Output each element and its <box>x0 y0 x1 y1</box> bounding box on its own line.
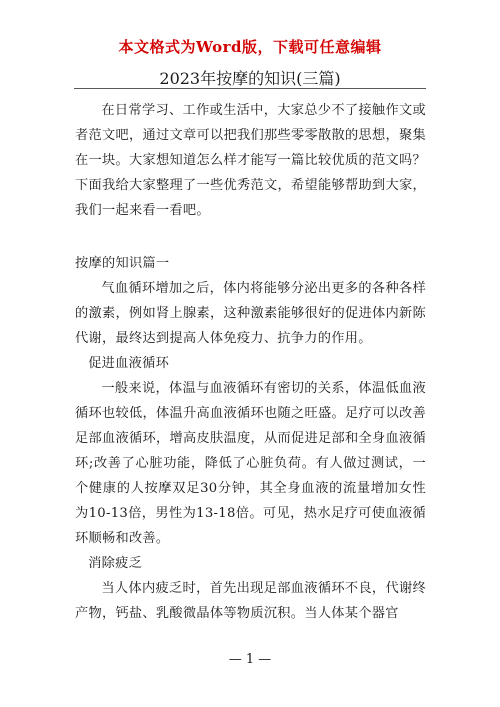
body-paragraph-1: 气血循环增加之后，体内将能够分泌出更多的各种各样的激素，例如肾上腺素，这种激素能够很好的促进体内新陈代谢，最终达到提高人体免疫力、抗争力的作用。 <box>75 281 426 346</box>
document-body <box>75 98 426 626</box>
page-number: — 1 — <box>228 652 272 667</box>
document-title: 2023年按摩的知识(三篇) <box>159 69 341 88</box>
intro-paragraph: 在日常学习、工作或生活中，大家总少不了接触作文或者范文吧，通过文章可以把我们那些零零散散的思想，聚集在一块。大家想知道怎么样才能写一篇比较优质的范文吗？下面我给大家整理了一些优秀范文，希望能够帮助到大家，我们一起来看一看吧。 <box>75 103 426 218</box>
body-paragraph-2: 一般来说，体温与血液循环有密切的关系，体温低血液循环也较低，体温升高血液循环也随之旺盛。足疗可以改善足部血液循环，增高皮肤温度，从而促进足部和全身血液循环;改善了心脏功能，降低了心脏负荷。有人做过测试，一个健康的人按摩双足30分钟，其全身血液的流量增加女性为10-13倍，男性为13-18倍。可见，热水足疗可使血液循环顺畅和改善。 <box>75 381 426 546</box>
section-heading: 按摩的知识篇一 <box>75 256 170 271</box>
word-format-banner: 本文格式为Word版，下载可任意编辑 <box>118 38 382 56</box>
subheading-fatigue: 消除疲乏 <box>88 556 143 571</box>
paragraph-gap <box>75 223 426 251</box>
title-divider <box>74 88 426 89</box>
subheading-blood-circulation: 促进血液循环 <box>88 356 170 371</box>
body-paragraph-3: 当人体内疲乏时，首先出现足部血液循环不良，代谢终产物，钙盐、乳酸微晶体等物质沉积。当人体某个器官 <box>75 581 426 621</box>
